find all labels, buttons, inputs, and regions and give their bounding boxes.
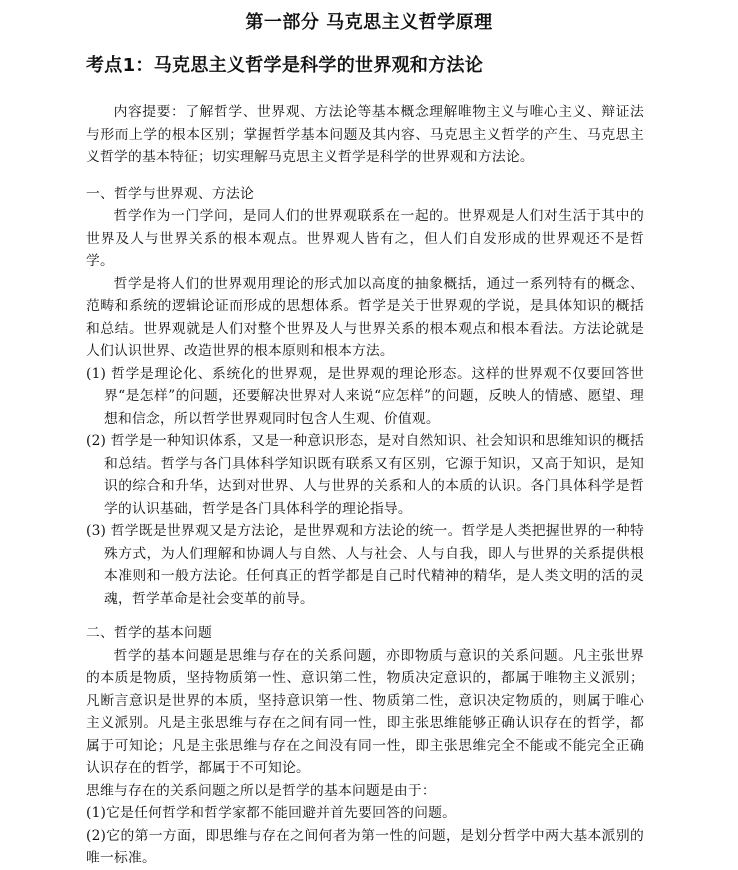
section1-list-item-1: (1) 哲学是理论化、系统化的世界观，是世界观的理论形态。这样的世界观不仅要回答世界“是怎样”的问题，还要解决世界对人来说“应怎样”的问题，反映人的情感、愿望、理想和信念，所以哲学世界观同时包含人生观、价值观。 (86, 365, 644, 427)
section1-paragraph-2: 哲学是将人们的世界观用理论的形式加以高度的抽象概括，通过一系列特有的概念、范畴和系统的逻辑论证而形成的思想体系。哲学是关于世界观的学说，是具体知识的概括和总结。世界观就是人们对整个世界及人与世界关系的根本观点和根本看法。方法论就是人们认识世界、改造世界的根本原则和根本方法。 (86, 275, 644, 359)
section2-list-item-1: (1)它是任何哲学和哲学家都不能回避并首先要回答的问题。 (86, 805, 457, 821)
section-heading-1: 一、哲学与世界观、方法论 (86, 185, 254, 202)
section1-list-item-2: (2) 哲学是一种知识体系，又是一种意识形态，是对自然知识、社会知识和思维知识的概括和总结。哲学与各门具体科学知识既有联系又有区别，它源于知识，又高于知识，是知识的综合和升华，达到对世界、人与世界的关系和人的本质的认识。各门具体科学是哲学的认识基础，哲学是各门具体科学的理论指导。 (86, 433, 644, 517)
section1-list-item-3: (3) 哲学既是世界观又是方法论，是世界观和方法论的统一。哲学是人类把握世界的一种特殊方式，为人们理解和协调人与自然、人与社会、人与自我，即人与世界的关系提供根本准则和一般方法论。任何真正的哲学都是自己时代精神的精华，是人类文明的活的灵魂，哲学革命是社会变革的前导。 (86, 523, 644, 607)
page-title: 第一部分 马克思主义哲学原理 (245, 12, 493, 33)
section2-paragraph-2: 思维与存在的关系问题之所以是哲学的基本问题是由于： (86, 782, 436, 799)
spacer (86, 169, 644, 183)
section-subtitle: 考点1：马克思主义哲学是科学的世界观和方法论 (86, 55, 484, 76)
summary-paragraph: 内容提要：了解哲学、世界观、方法论等基本概念理解唯物主义与唯心主义、辩证法与形而上学的根本区别；掌握哲学基本问题及其内容、马克思主义哲学的产生、马克思主义哲学的基本特征；切实理解马克思主义哲学是科学的世界观和方法论。 (86, 104, 644, 165)
spacer (86, 610, 644, 622)
document-body (86, 101, 644, 870)
section1-paragraph-1: 哲学作为一门学问，是同人们的世界观联系在一起的。世界观是人们对生活于其中的世界及人与世界关系的根本观点。世界观人皆有之，但人们自发形成的世界观还不是哲学。 (86, 208, 644, 269)
section2-paragraph-1: 哲学的基本问题是思维与存在的关系问题，亦即物质与意识的关系问题。凡主张世界的本质是物质，坚持物质第一性、意识第二性，物质决定意识的，都属于唯物主义派别；凡断言意识是世界的本质，坚持意识第一性、物质第二性，意识决定物质的，则属于唯心主义派别。凡是主张思维与存在之间有同一性，即主张思维能够正确认识存在的哲学，都属于可知论；凡是主张思维与存在之间没有同一性，即主张思维完全不能或不能完全正确认识存在的哲学，都属于不可知论。 (86, 647, 644, 776)
section-heading-2: 二、哲学的基本问题 (86, 625, 212, 641)
section2-list-item-2: (2)它的第一方面，即思维与存在之间何者为第一性的问题，是划分哲学中两大基本派别的唯一标准。 (86, 827, 644, 866)
